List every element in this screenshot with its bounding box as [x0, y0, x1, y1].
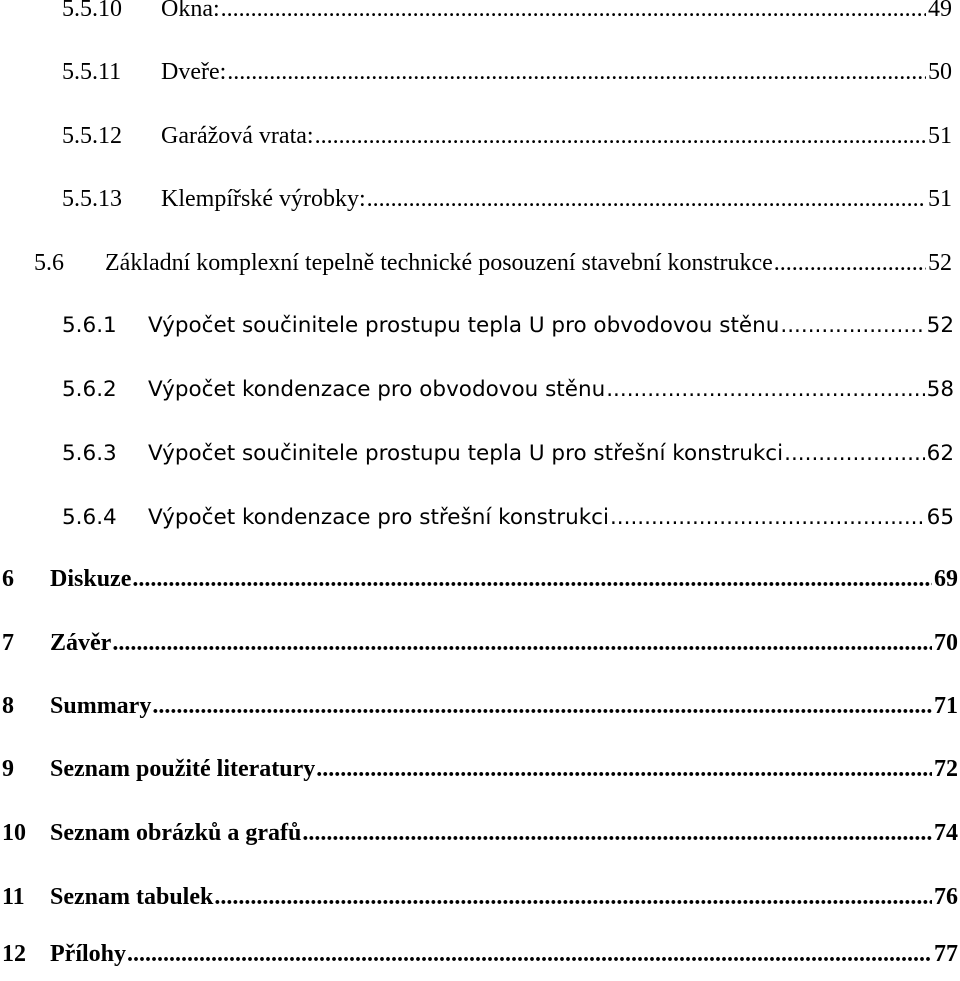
toc-entry-title: Dveře: — [161, 59, 227, 85]
toc-entry-number: 11 — [2, 884, 25, 910]
toc-entry-title: Summary — [50, 693, 152, 719]
toc-entry-page: 76 — [934, 884, 958, 910]
toc-entry-title: Seznam použité literatury — [50, 756, 316, 782]
toc-entry-11[interactable] — [0, 884, 960, 924]
toc-entry-title: Přílohy — [50, 941, 126, 967]
toc-entry-page: 58 — [926, 377, 954, 402]
toc-entry-number: 5.6.2 — [62, 377, 117, 402]
dot-leader — [315, 123, 926, 150]
toc-entry-title: Okna: — [161, 0, 220, 22]
toc-entry-title: Výpočet kondenzace pro střešní konstrukci — [148, 505, 609, 530]
dot-leader — [784, 441, 925, 466]
toc-entry-number: 5.6 — [34, 250, 64, 276]
toc-entry-number: 7 — [2, 630, 14, 656]
toc-entry-title: Závěr — [50, 630, 112, 656]
dot-leader — [132, 566, 932, 593]
toc-entry-page: 51 — [928, 123, 952, 149]
toc-entry-5-6-2[interactable] — [0, 377, 960, 417]
toc-entry-page: 74 — [934, 820, 958, 846]
toc-entry-page: 52 — [926, 313, 954, 338]
dot-leader — [606, 377, 924, 402]
toc-entry-page: 62 — [926, 441, 954, 466]
toc-entry-page: 70 — [934, 630, 958, 656]
toc-entry-title: Základní komplexní tepelně technické posouzení stavební konstrukce — [105, 250, 773, 276]
toc-entry-number: 5.5.10 — [62, 0, 122, 22]
toc-entry-12[interactable] — [0, 941, 960, 981]
toc-entry-9[interactable] — [0, 756, 960, 796]
toc-entry-number: 5.5.13 — [62, 186, 122, 212]
toc-entry-title: Seznam tabulek — [50, 884, 214, 910]
toc-entry-5-6-3[interactable] — [0, 441, 960, 481]
dot-leader — [227, 59, 926, 86]
toc-entry-5-6-1[interactable] — [0, 313, 960, 353]
dot-leader — [221, 0, 926, 23]
dot-leader — [127, 941, 932, 968]
toc-entry-page: 65 — [926, 505, 954, 530]
toc-entry-number: 9 — [2, 756, 14, 782]
toc-entry-7[interactable] — [0, 630, 960, 670]
dot-leader — [610, 505, 925, 530]
dot-leader — [316, 756, 932, 783]
toc-entry-5-5-13[interactable] — [0, 186, 960, 226]
toc-entry-number: 5.6.4 — [62, 505, 117, 530]
dot-leader — [302, 820, 932, 847]
toc-entry-title: Garážová vrata: — [161, 123, 314, 149]
toc-entry-title: Výpočet kondenzace pro obvodovou stěnu — [148, 377, 606, 402]
toc-entry-page: 52 — [928, 250, 952, 276]
toc-entry-number: 5.5.12 — [62, 123, 122, 149]
toc-entry-number: 5.5.11 — [62, 59, 122, 85]
toc-entry-page: 72 — [934, 756, 958, 782]
toc-entry-10[interactable] — [0, 820, 960, 860]
toc-entry-number: 5.6.3 — [62, 441, 117, 466]
dot-leader — [780, 313, 924, 338]
dot-leader — [367, 186, 926, 213]
toc-entry-page: 69 — [934, 566, 958, 592]
toc-entry-number: 10 — [2, 820, 26, 846]
toc-entry-page: 51 — [928, 186, 952, 212]
toc-entry-number: 6 — [2, 566, 14, 592]
toc-entry-page: 71 — [934, 693, 958, 719]
toc-entry-title: Diskuze — [50, 566, 132, 592]
toc-entry-5-5-11[interactable] — [0, 59, 960, 99]
toc-entry-title: Klempířské výrobky: — [161, 186, 366, 212]
toc-entry-8[interactable] — [0, 693, 960, 733]
toc-entry-5-6[interactable] — [0, 250, 960, 290]
dot-leader — [214, 884, 932, 911]
toc-entry-title: Výpočet součinitele prostupu tepla U pro střešní konstrukci — [148, 441, 784, 466]
toc-entry-title: Seznam obrázků a grafů — [50, 820, 302, 846]
dot-leader — [152, 693, 932, 720]
toc-entry-6[interactable] — [0, 566, 960, 606]
dot-leader — [112, 630, 932, 657]
toc-entry-5-5-10[interactable] — [0, 0, 960, 36]
toc-entry-number: 8 — [2, 693, 14, 719]
toc-entry-number: 12 — [2, 941, 26, 967]
toc-entry-page: 50 — [928, 59, 952, 85]
toc-entry-5-5-12[interactable] — [0, 123, 960, 163]
toc-entry-page: 49 — [928, 0, 952, 22]
toc-entry-5-6-4[interactable] — [0, 505, 960, 545]
toc-entry-page: 77 — [934, 941, 958, 967]
dot-leader — [774, 250, 926, 277]
toc-entry-title: Výpočet součinitele prostupu tepla U pro obvodovou stěnu — [148, 313, 780, 338]
toc-entry-number: 5.6.1 — [62, 313, 117, 338]
